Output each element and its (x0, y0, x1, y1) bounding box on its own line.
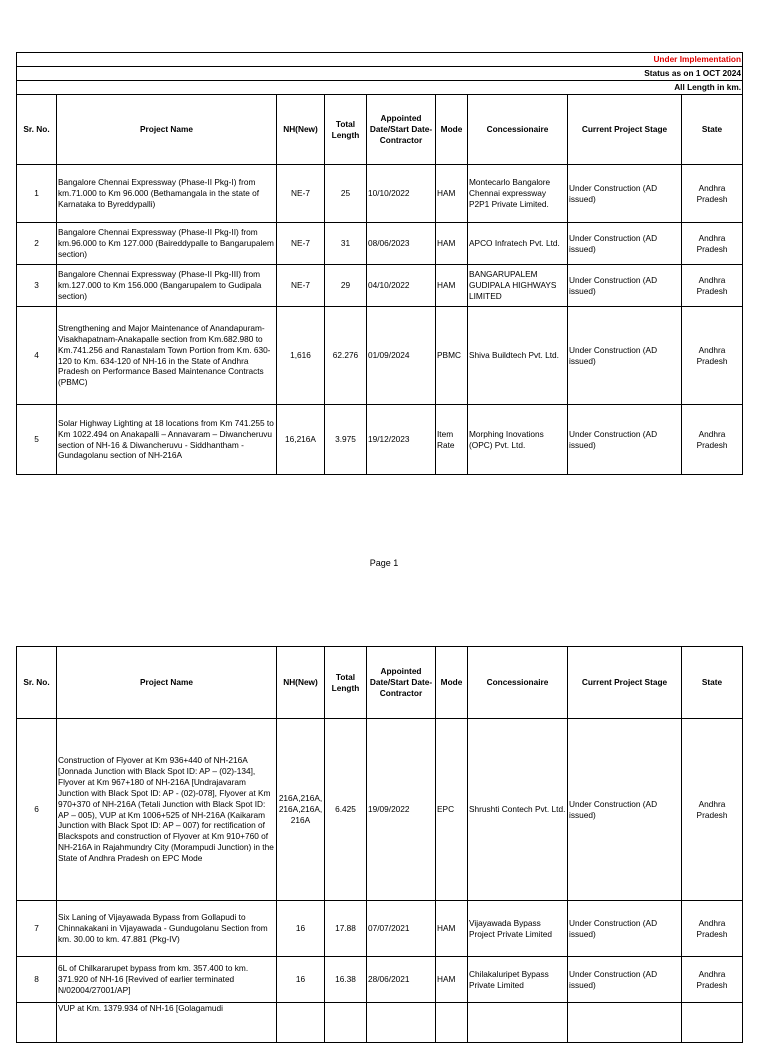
cell-concessionaire: Montecarlo Bangalore Chennai expressway P2P1 Private Limited. (468, 165, 568, 223)
cell-length: 16.38 (325, 957, 367, 1003)
cell-sr-no: 8 (17, 957, 57, 1003)
header-total-length: Total Length (325, 95, 367, 165)
cell-project-name: Bangalore Chennai Expressway (Phase-II Pkg-I) from km.71.000 to Km 96.000 (Bethamangala in the state of Karnataka to Byreddypalli) (57, 165, 277, 223)
cell-state: Andhra Pradesh (682, 405, 743, 475)
header-concessionaire: Concessionaire (468, 647, 568, 719)
projects-table-page1 (16, 52, 743, 475)
header-appointed-date: Appointed Date/Start Date-Contractor (367, 647, 436, 719)
table-header-row (17, 95, 743, 165)
header-state: State (682, 95, 743, 165)
cell-length (325, 1003, 367, 1043)
header-sr-no: Sr. No. (17, 647, 57, 719)
cell-mode (436, 1003, 468, 1043)
table-row (17, 901, 743, 957)
table-row (17, 957, 743, 1003)
cell-nh: NE-7 (277, 223, 325, 265)
projects-table-page2 (16, 646, 743, 1043)
cell-sr-no: 3 (17, 265, 57, 307)
header-state: State (682, 647, 743, 719)
cell-stage: Under Construction (AD issued) (568, 265, 682, 307)
cell-stage: Under Construction (AD issued) (568, 901, 682, 957)
table-row (17, 223, 743, 265)
cell-date: 28/06/2021 (367, 957, 436, 1003)
cell-mode: Item Rate (436, 405, 468, 475)
cell-mode: HAM (436, 165, 468, 223)
cell-nh: 216A,216A,216A,216A,216A (277, 719, 325, 901)
cell-nh: 16 (277, 901, 325, 957)
header-concessionaire: Concessionaire (468, 95, 568, 165)
cell-mode: HAM (436, 265, 468, 307)
table-row (17, 1003, 743, 1043)
cell-length: 62.276 (325, 307, 367, 405)
cell-stage: Under Construction (AD issued) (568, 165, 682, 223)
header-nh-new: NH(New) (277, 647, 325, 719)
length-unit-note: All Length in km. (17, 81, 743, 95)
cell-nh: 16,216A (277, 405, 325, 475)
table-row (17, 307, 743, 405)
cell-date: 04/10/2022 (367, 265, 436, 307)
table-row (17, 719, 743, 901)
cell-length: 6.425 (325, 719, 367, 901)
cell-date: 19/12/2023 (367, 405, 436, 475)
cell-project-name: Strengthening and Major Maintenance of Anandapuram-Visakhapatnam-Anakapalle section from Km.682.980 to Km.741.256 and Ranastalam Town Portion from Km. 630-120 to Km. 634-120 of NH-16 in the State of Andhra Pradesh on Performance Based Maintenance Contracts (PBMC) (57, 307, 277, 405)
cell-length: 3.975 (325, 405, 367, 475)
cell-sr-no: 2 (17, 223, 57, 265)
cell-length: 31 (325, 223, 367, 265)
header-mode: Mode (436, 647, 468, 719)
cell-stage: Under Construction (AD issued) (568, 719, 682, 901)
cell-stage: Under Construction (AD issued) (568, 307, 682, 405)
header-nh-new: NH(New) (277, 95, 325, 165)
cell-project-name: Six Laning of Vijayawada Bypass from Gollapudi to Chinnakakani in Vijayawada - Gundugolanu Section from km. 30.00 to km. 47.881 (Pkg-IV) (57, 901, 277, 957)
cell-concessionaire: Chilakaluripet Bypass Private Limited (468, 957, 568, 1003)
cell-nh: NE-7 (277, 265, 325, 307)
cell-project-name: Solar Highway Lighting at 18 locations from Km 741.255 to Km 1022.494 on Anakapalli – Annavaram – Diwancheruvu section of NH-16 & Diwancheruvu - Siddhantham - Gundagolanu section of NH-216A (57, 405, 277, 475)
header-project-name: Project Name (57, 647, 277, 719)
cell-project-name: Construction of Flyover at Km 936+440 of NH-216A [Jonnada Junction with Black Spot ID: AP – (02)-134], Flyover at Km 967+180 of NH-216A [Undrajavaram Junction with Black Spot ID: AP - (02)-078], Flyover at Km 970+370 of NH-216A (Tetali Junction with Black Spot ID: AP – 005), VUP at Km 1006+525 of NH-216A (Kaikaram Junction with Black Spot ID: AP – 007) for rectification of Blackspots and construction of Flyover at Km 910+760 of NH-216A in Rajahmundry City (Morampudi Junction) in the State of Andhra Pradesh on EPC Mode (57, 719, 277, 901)
cell-concessionaire: Morphing Inovations (OPC) Pvt. Ltd. (468, 405, 568, 475)
cell-date (367, 1003, 436, 1043)
cell-sr-no: 1 (17, 165, 57, 223)
table-header-row (17, 647, 743, 719)
page-number-label: Page 1 (369, 558, 399, 568)
cell-sr-no: 6 (17, 719, 57, 901)
cell-concessionaire: Vijayawada Bypass Project Private Limited (468, 901, 568, 957)
cell-mode: HAM (436, 957, 468, 1003)
header-mode: Mode (436, 95, 468, 165)
cell-nh: 16 (277, 957, 325, 1003)
cell-state: Andhra Pradesh (682, 307, 743, 405)
table-row (17, 405, 743, 475)
cell-state: Andhra Pradesh (682, 265, 743, 307)
cell-project-name: Bangalore Chennai Expressway (Phase-II Pkg-III) from km.127.000 to Km 156.000 (Bangarupalem to Gudipala section) (57, 265, 277, 307)
table-row (17, 265, 743, 307)
cell-concessionaire: BANGARUPALEM GUDIPALA HIGHWAYS LIMITED (468, 265, 568, 307)
cell-concessionaire: APCO Infratech Pvt. Ltd. (468, 223, 568, 265)
status-under-implementation: Under Implementation (17, 53, 743, 67)
cell-nh (277, 1003, 325, 1043)
cell-mode: HAM (436, 901, 468, 957)
cell-date: 01/09/2024 (367, 307, 436, 405)
header-current-stage: Current Project Stage (568, 95, 682, 165)
cell-stage: Under Construction (AD issued) (568, 223, 682, 265)
header-project-name: Project Name (57, 95, 277, 165)
cell-date: 07/07/2021 (367, 901, 436, 957)
cell-project-name: 6L of Chilkararupet bypass from km. 357.400 to km. 371.920 of NH-16 [Revived of earlier terminated N/02004/27001/AP] (57, 957, 277, 1003)
cell-mode: EPC (436, 719, 468, 901)
cell-state: Andhra Pradesh (682, 719, 743, 901)
cell-concessionaire (468, 1003, 568, 1043)
cell-sr-no: 7 (17, 901, 57, 957)
cell-concessionaire: Shrushti Contech Pvt. Ltd. (468, 719, 568, 901)
cell-length: 25 (325, 165, 367, 223)
cell-project-name: Bangalore Chennai Expressway (Phase-II Pkg-II) from km.96.000 to Km 127.000 (Baireddypalle to Bangarupalem section) (57, 223, 277, 265)
cell-nh: 1,616 (277, 307, 325, 405)
cell-date: 19/09/2022 (367, 719, 436, 901)
header-appointed-date: Appointed Date/Start Date-Contractor (367, 95, 436, 165)
cell-sr-no: 4 (17, 307, 57, 405)
cell-stage: Under Construction (AD issued) (568, 957, 682, 1003)
cell-state (682, 1003, 743, 1043)
status-as-on: Status as on 1 OCT 2024 (17, 67, 743, 81)
cell-state: Andhra Pradesh (682, 165, 743, 223)
cell-sr-no (17, 1003, 57, 1043)
table-row (17, 165, 743, 223)
cell-date: 10/10/2022 (367, 165, 436, 223)
header-current-stage: Current Project Stage (568, 647, 682, 719)
cell-state: Andhra Pradesh (682, 957, 743, 1003)
cell-concessionaire: Shiva Buildtech Pvt. Ltd. (468, 307, 568, 405)
cell-nh: NE-7 (277, 165, 325, 223)
cell-stage (568, 1003, 682, 1043)
cell-length: 29 (325, 265, 367, 307)
cell-state: Andhra Pradesh (682, 901, 743, 957)
cell-sr-no: 5 (17, 405, 57, 475)
cell-mode: HAM (436, 223, 468, 265)
cell-stage: Under Construction (AD issued) (568, 405, 682, 475)
cell-length: 17.88 (325, 901, 367, 957)
cell-state: Andhra Pradesh (682, 223, 743, 265)
cell-project-name: VUP at Km. 1379.934 of NH-16 [Golagamudi (57, 1003, 277, 1043)
header-sr-no: Sr. No. (17, 95, 57, 165)
cell-mode: PBMC (436, 307, 468, 405)
header-total-length: Total Length (325, 647, 367, 719)
cell-date: 08/06/2023 (367, 223, 436, 265)
